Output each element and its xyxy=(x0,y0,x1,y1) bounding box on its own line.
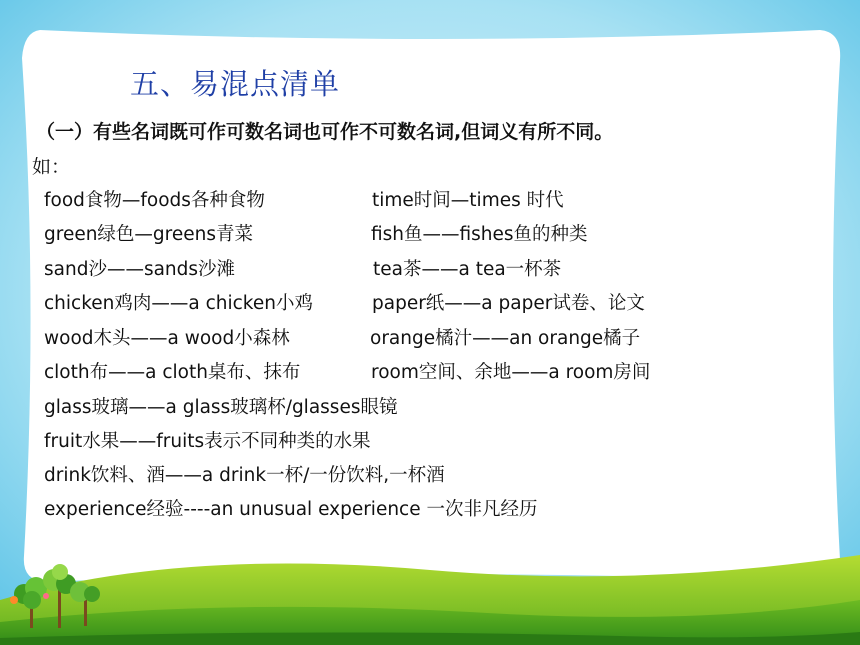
trees-icon xyxy=(0,560,120,640)
vocab-row xyxy=(44,322,641,356)
section-heading: （一）有些名词既可作可数名词也可作不可数名词,但词义有所不同。 xyxy=(36,121,614,143)
vocab-item-right: paper纸——a paper试卷、论文 xyxy=(372,293,645,314)
vocab-item-right: tea茶——a tea一杯茶 xyxy=(373,259,562,280)
vocab-item-left: wood木头——a wood小森林 xyxy=(44,328,290,349)
vocab-row xyxy=(44,493,538,527)
intro-text: 如： xyxy=(32,156,71,178)
vocab-item-left: fruit水果——fruits表示不同种类的水果 xyxy=(44,431,371,452)
vocab-item-right: time时间—times 时代 xyxy=(372,190,564,211)
vocab-item-left: green绿色—greens青菜 xyxy=(44,224,254,245)
vocab-row xyxy=(44,459,445,493)
vocab-item-left: chicken鸡肉——a chicken小鸡 xyxy=(44,293,313,314)
vocab-item-left: experience经验----an unusual experience 一次非凡经历 xyxy=(44,499,538,520)
slide-title: 五、易混点清单 xyxy=(130,67,341,101)
vocab-row xyxy=(44,184,564,218)
vocab-row xyxy=(44,218,588,252)
vocab-item-right: room空间、余地——a room房间 xyxy=(371,362,651,383)
vocab-item-left: sand沙——sands沙滩 xyxy=(44,259,236,280)
vocab-item-right: orange橘汁——an orange橘子 xyxy=(370,328,641,349)
vocab-item-left: cloth布——a cloth桌布、抹布 xyxy=(44,362,301,383)
vocab-row xyxy=(44,253,562,287)
vocab-row xyxy=(44,391,397,425)
vocab-item-left: glass玻璃——a glass玻璃杯/glasses眼镜 xyxy=(44,397,398,418)
vocab-row xyxy=(44,287,645,321)
vocab-row xyxy=(44,425,371,459)
vocab-row xyxy=(44,356,651,390)
vocab-item-left: food食物—foods各种食物 xyxy=(44,190,265,211)
vocab-item-left: drink饮料、酒——a drink一杯/一份饮料,一杯酒 xyxy=(44,465,445,486)
vocab-item-right: fish鱼——fishes鱼的种类 xyxy=(371,224,588,245)
